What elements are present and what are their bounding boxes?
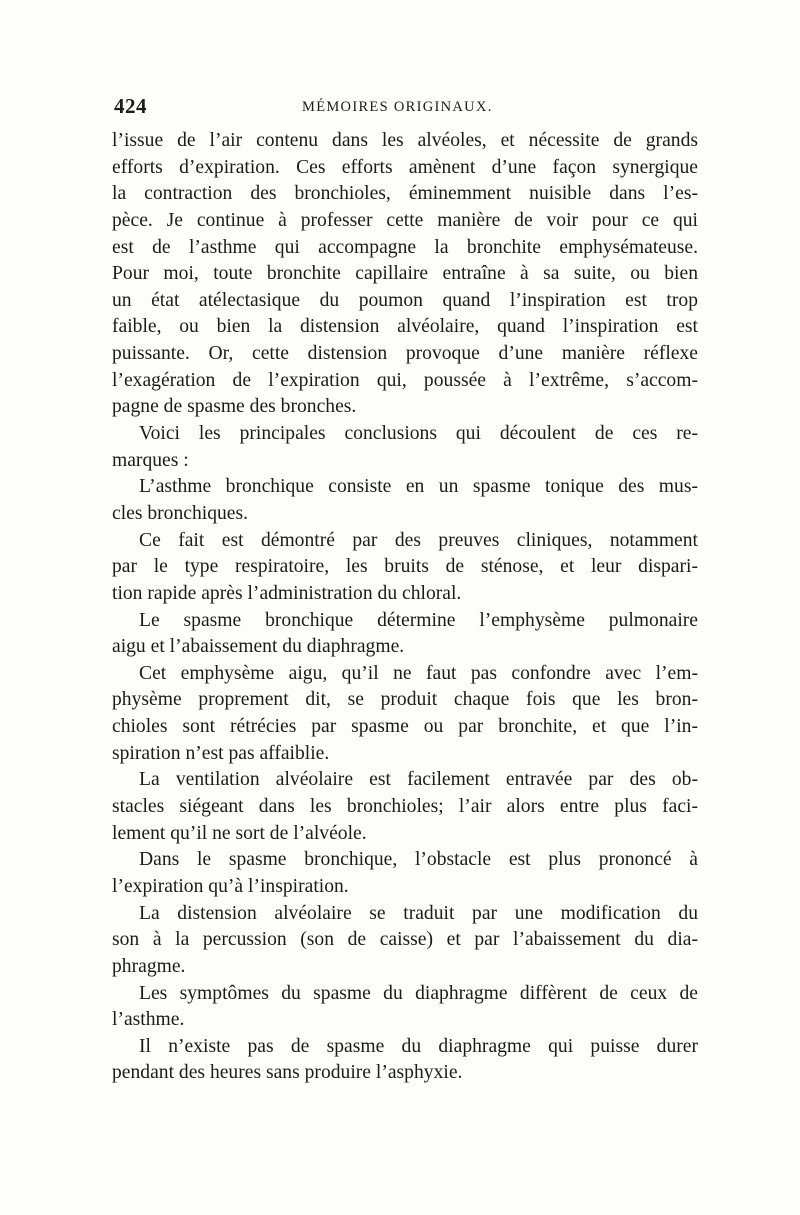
text-line: faible, ou bien la distension alvéolaire, quand l’inspiration est: [112, 316, 698, 338]
text-line: pèce. Je continue à professer cette manière de voir pour ce qui: [112, 209, 698, 231]
text-line: Ce fait est démontré par des preuves cliniques, notamment: [139, 529, 698, 551]
text-line: Il n’existe pas de spasme du diaphragme qui puisse durer: [139, 1035, 698, 1057]
text-line: par le type respiratoire, les bruits de sténose, et leur dispari-: [112, 556, 698, 578]
text-line: Voici les principales conclusions qui découlent de ces re-: [139, 423, 698, 445]
text-line: pagne de spasme des bronches.: [112, 396, 357, 418]
running-head: MÉMOIRES ORIGINAUX.: [302, 99, 493, 115]
text-line: efforts d’expiration. Ces efforts amènent d’une façon synergique: [112, 156, 698, 178]
text-line: aigu et l’abaissement du diaphragme.: [112, 636, 405, 658]
text-line: physème proprement dit, se produit chaque fois que les bron-: [112, 689, 698, 711]
text-line: L’asthme bronchique consiste en un spasme tonique des mus-: [139, 476, 698, 498]
text-line: est de l’asthme qui accompagne la bronchite emphysémateuse.: [112, 236, 698, 258]
text-line: Dans le spasme bronchique, l’obstacle est plus prononcé à: [139, 849, 698, 871]
text-line: l’asthme.: [112, 1009, 185, 1031]
text-line: la contraction des bronchioles, éminemment nuisible dans l’es-: [112, 183, 698, 205]
text-line: l’issue de l’air contenu dans les alvéoles, et nécessite de grands: [112, 130, 698, 151]
text-line: Pour moi, toute bronchite capillaire entraîne à sa suite, ou bien: [112, 263, 698, 285]
text-line: un état atélectasique du poumon quand l’inspiration est trop: [112, 289, 698, 311]
text-line: l’exagération de l’expiration qui, poussée à l’extrême, s’accom-: [112, 369, 698, 391]
text-line: chioles sont rétrécies par spasme ou par bronchite, et que l’in-: [112, 716, 698, 738]
text-line: spiration n’est pas affaiblie.: [112, 742, 330, 764]
text-line: phragme.: [112, 955, 186, 977]
page-number: 424: [114, 94, 147, 118]
page-header: [112, 94, 692, 124]
text-line: La ventilation alvéolaire est facilement entravée par des ob-: [139, 769, 698, 791]
text-line: Les symptômes du spasme du diaphragme diffèrent de ceux de: [139, 982, 698, 1004]
text-line: lement qu’il ne sort de l’alvéole.: [112, 822, 367, 844]
text-line: La distension alvéolaire se traduit par une modification du: [139, 902, 698, 924]
text-line: marques :: [112, 449, 189, 471]
text-line: pendant des heures sans produire l’asphyxie.: [112, 1062, 463, 1084]
body-text: [112, 128, 698, 1087]
text-line: son à la percussion (son de caisse) et par l’abaissement du dia-: [112, 929, 698, 951]
text-line: Le spasme bronchique détermine l’emphysème pulmonaire: [139, 609, 698, 631]
text-line: stacles siégeant dans les bronchioles; l’air alors entre plus faci-: [112, 796, 698, 818]
text-line: l’expiration qu’à l’inspiration.: [112, 875, 349, 897]
text-line: Cet emphysème aigu, qu’il ne faut pas confondre avec l’em-: [139, 662, 698, 684]
text-line: cles bronchiques.: [112, 502, 249, 524]
text-line: puissante. Or, cette distension provoque d’une manière réflexe: [112, 343, 698, 365]
text-line: tion rapide après l’administration du chloral.: [112, 582, 462, 604]
